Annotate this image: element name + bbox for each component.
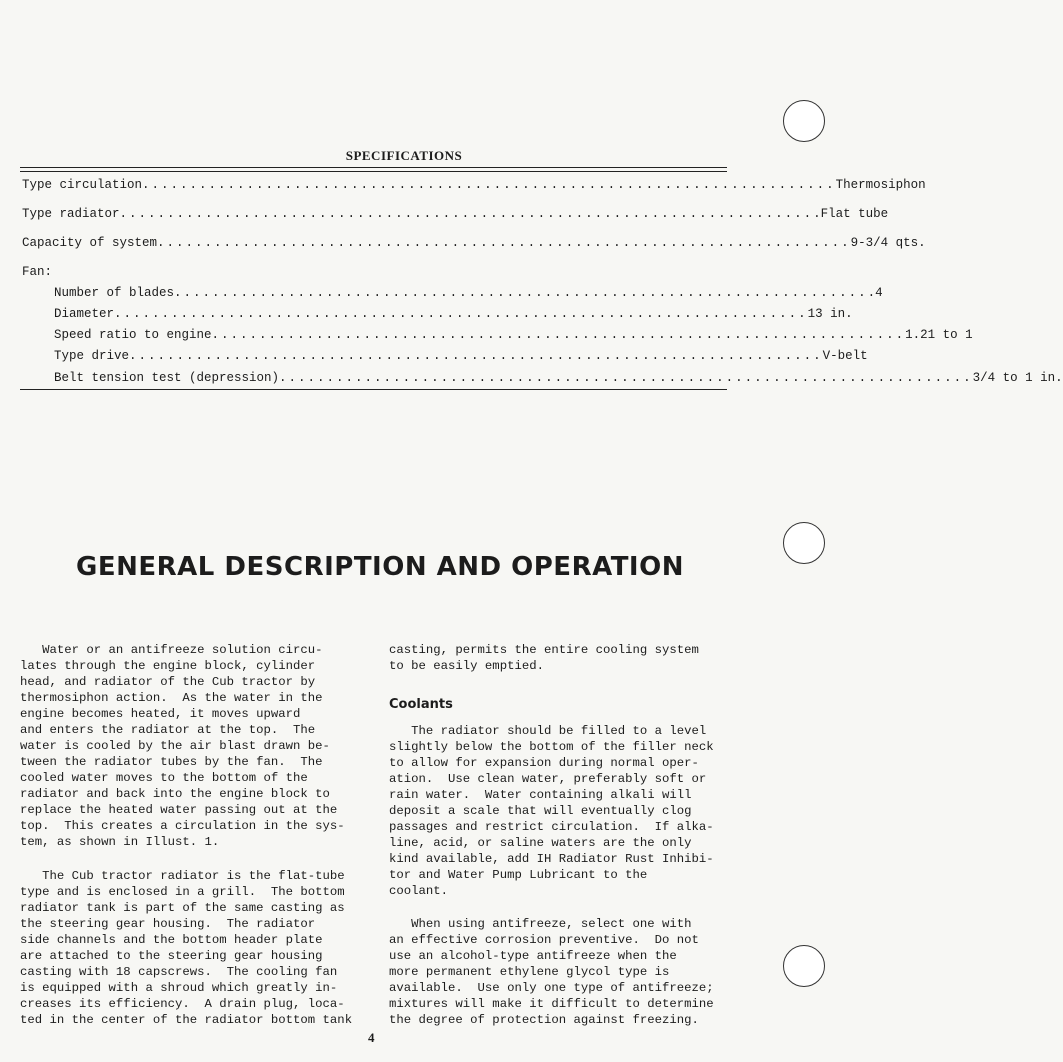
spec-row-capacity <box>22 236 926 250</box>
spec-value: Thermosiphon <box>835 178 926 192</box>
spec-leader-dots: ......................................................................... <box>129 349 823 363</box>
spec-row-speed-ratio <box>54 328 973 342</box>
spec-row-type-drive <box>54 349 868 363</box>
coolants-heading: Coolants <box>389 697 453 712</box>
spec-value: 13 in. <box>807 307 853 321</box>
punch-hole-bottom <box>783 945 825 987</box>
spec-value: V-belt <box>822 349 868 363</box>
spec-leader-dots: ......................................................................... <box>174 286 868 300</box>
spec-row-diameter <box>54 307 853 321</box>
spec-leader-dots: ......................................................................... <box>279 371 973 385</box>
spec-label: Type circulation <box>22 178 143 192</box>
right-paragraph-1: casting, permits the entire cooling system to be easily emptied. <box>389 643 699 673</box>
spec-value: 9-3/4 qts. <box>850 236 926 250</box>
specifications-title: SPECIFICATIONS <box>345 148 463 163</box>
spec-row-fan-heading <box>22 265 724 279</box>
spec-value: 1.21 to 1 <box>905 328 973 342</box>
right-paragraph-3: When using antifreeze, select one with an effective corrosion preventive. Do not use an alcohol-type antifreeze when the more permanent ethylene glycol type is available. Use only one type of antifreeze; mixtures will make it difficult to determine the degree of protection against freezing. <box>389 917 714 1027</box>
spec-label: Speed ratio to engine <box>54 328 212 342</box>
spec-row-number-of-blades <box>54 286 883 300</box>
spec-row-type-circulation <box>22 178 926 192</box>
spec-label: Capacity of system <box>22 236 158 250</box>
spec-leader-dots: ......................................................................... <box>157 236 851 250</box>
spec-row-type-radiator <box>22 207 889 221</box>
spec-label: Fan: <box>22 265 53 279</box>
punch-hole-middle <box>783 522 825 564</box>
left-paragraph-2: The Cub tractor radiator is the flat-tube type and is enclosed in a grill. The bottom radiator tank is part of the same casting as the steering gear housing. The radiator side channels and the bottom header plate are attached to the steering gear housing casting with 18 capscrews. The cooling fan is equipped with a shroud which greatly in- creases its efficiency. A drain plug, loca- ted in the center of the radiator bottom tank <box>20 869 353 1027</box>
spec-value: 3/4 to 1 in. <box>972 371 1063 385</box>
spec-leader-dots: ......................................................................... <box>142 178 836 192</box>
spec-row-belt-tension <box>54 371 1063 385</box>
punch-hole-top <box>783 100 825 142</box>
spec-label: Type drive <box>54 349 130 363</box>
spec-top-rule <box>20 167 727 168</box>
spec-label: Diameter <box>54 307 115 321</box>
spec-leader-dots: ......................................................................... <box>211 328 906 342</box>
spec-label: Type radiator <box>22 207 120 221</box>
right-paragraph-2: The radiator should be filled to a level slightly below the bottom of the filler neck to allow for expansion during normal oper- ation. Use clean water, preferably soft or rain water. Water containing alkali will deposit a scale that will eventually clog passages and restrict circulation. If alka- line, acid, or saline waters are the only kind available, add IH Radiator Rust Inhibi- tor and Water Pump Lubricant to the coolant. <box>389 724 714 898</box>
spec-top-rule-2 <box>20 171 727 172</box>
left-paragraph-1: Water or an antifreeze solution circu- lates through the engine block, cylinder head, and radiator of the Cub tractor by thermosiphon action. As the water in the engine becomes heated, it moves upward and enters the radiator at the top. The water is cooled by the air blast drawn be- tween the radiator tubes by the fan. The cooled water moves to the bottom of the radiator and back into the engine block to replace the heated water passing out at the top. This creates a circulation in the sys- tem, as shown in Illust. 1. <box>20 643 345 849</box>
page-number: 4 <box>368 1030 375 1045</box>
spec-leader-dots: ......................................................................... <box>114 307 808 321</box>
spec-bottom-rule <box>20 389 727 390</box>
spec-label: Number of blades <box>54 286 175 300</box>
spec-leader-dots: ......................................................................... <box>119 207 814 221</box>
section-title: GENERAL DESCRIPTION AND OPERATION <box>76 552 684 582</box>
spec-value: .Flat tube <box>813 207 889 221</box>
spec-label: Belt tension test (depression) <box>54 371 280 385</box>
spec-value: .4 <box>867 286 883 300</box>
